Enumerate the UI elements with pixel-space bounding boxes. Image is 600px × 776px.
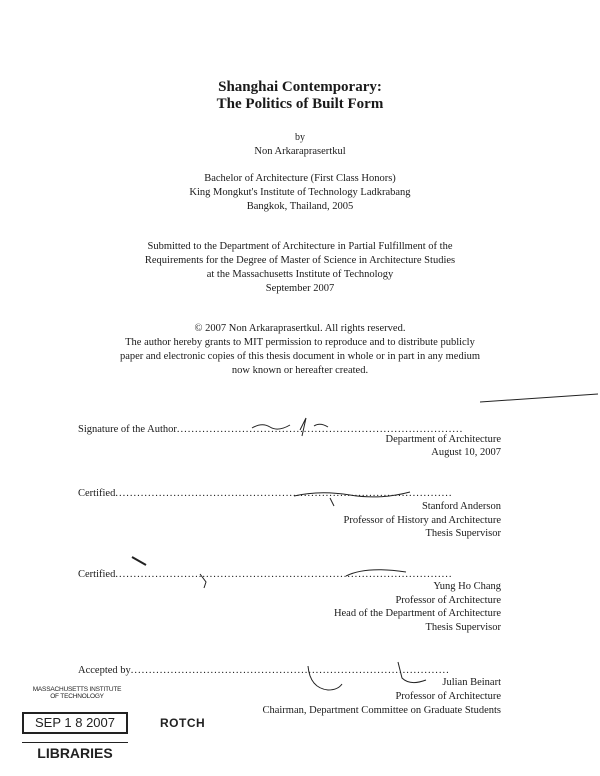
thesis-title-line-1: Shanghai Contemporary: — [218, 79, 382, 95]
scan-stray-mark — [130, 555, 150, 569]
submission-date: September 2007 — [265, 283, 335, 294]
accepted-by-label-text: Accepted by — [78, 665, 131, 676]
library-stamp-date: SEP 1 8 2007 — [22, 712, 128, 734]
supervisor-1-name: Stanford Anderson — [421, 501, 501, 512]
scan-stray-line — [480, 376, 600, 406]
submission-line-2: Requirements for the Degree of Master of Science in Architecture Studies — [144, 255, 456, 266]
rotch-label: ROTCH — [160, 716, 206, 730]
submission-line-3: at the Massachusetts Institute of Technology — [206, 269, 394, 280]
author-signature-scribble — [248, 412, 348, 440]
prior-institution: King Mongkut's Institute of Technology Ladkrabang — [189, 187, 411, 198]
author-signature-date: August 10, 2007 — [431, 447, 501, 458]
certified-1-signature-scribble — [290, 478, 420, 508]
supervisor-2-title: Professor of Architecture — [395, 595, 501, 606]
supervisor-2-name: Yung Ho Chang — [433, 581, 501, 592]
certified-2-signature-scribble — [196, 560, 426, 590]
certified-1-label-text: Certified — [78, 488, 116, 499]
by-label: by — [295, 132, 305, 143]
author-name: Non Arkaraprasertkul — [254, 146, 346, 157]
department-head-title: Head of the Department of Architecture — [333, 608, 501, 619]
copyright-line-1: © 2007 Non Arkaraprasertkul. All rights reserved. — [194, 323, 406, 334]
stamp-institute-line-1: MASSACHUSETTS INSTITUTE — [32, 686, 122, 693]
committee-chair-name: Julian Beinart — [442, 677, 501, 688]
prior-degree: Bachelor of Architecture (First Class Honors) — [204, 173, 396, 184]
copyright-line-3: paper and electronic copies of this thesis document in whole or in part in any medium — [119, 351, 481, 362]
signature-dots: ............................................................................................. — [115, 569, 453, 580]
supervisor-2-role: Thesis Supervisor — [425, 622, 501, 633]
thesis-title-line-2: The Politics of Built Form — [216, 96, 384, 112]
author-department: Department of Architecture — [385, 434, 501, 445]
author-signature-label-text: Signature of the Author — [78, 424, 177, 435]
certified-2-label-text: Certified — [78, 569, 116, 580]
signature-dots: ............................................................................... — [176, 424, 464, 435]
stamp-institute-line-2: OF TECHNOLOGY — [50, 693, 104, 700]
committee-chair-title: Professor of Architecture — [395, 691, 501, 702]
supervisor-1-role: Thesis Supervisor — [425, 528, 501, 539]
signature-dots: ........................................................................................ — [130, 665, 450, 676]
copyright-line-4: now known or hereafter created. — [231, 365, 369, 376]
committee-chair-position: Chairman, Department Committee on Graduate Students — [262, 705, 501, 716]
library-stamp-institute — [18, 686, 136, 700]
prior-location-year: Bangkok, Thailand, 2005 — [246, 201, 354, 212]
signature-dots: ............................................................................................. — [115, 488, 453, 499]
copyright-line-2: The author hereby grants to MIT permission to reproduce and to distribute publicly — [125, 337, 475, 348]
supervisor-1-title: Professor of History and Architecture — [343, 515, 501, 526]
library-stamp-libraries: LIBRARIES — [22, 742, 128, 763]
submission-line-1: Submitted to the Department of Architecture in Partial Fulfillment of the — [147, 241, 453, 252]
